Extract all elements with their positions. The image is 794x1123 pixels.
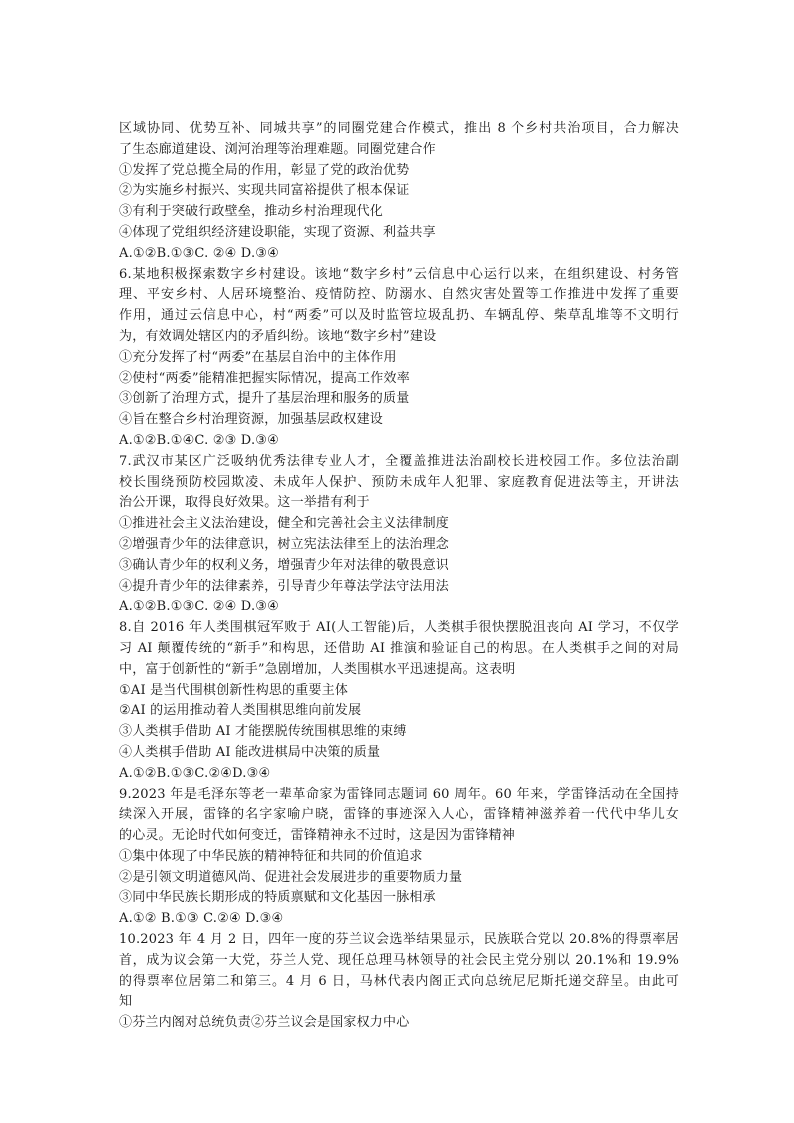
text-line: A.①②B.①③C. ②④ D.③④ xyxy=(119,599,280,615)
text-line: ①芬兰内阁对总统负责②芬兰议会是国家权力中心 xyxy=(119,1015,410,1031)
text-line: ②为实施乡村振兴、实现共同富裕提供了根本保证 xyxy=(119,183,410,199)
text-line: 校长围绕预防校园欺凌、未成年人保护、预防未成年人犯罪、家庭教育促进法等主，开讲法 xyxy=(119,474,679,490)
document-page xyxy=(119,119,679,1034)
text-line: ①充分发挥了村“两委”在基层自治中的主体作用 xyxy=(119,349,397,365)
text-line: 为，有效调处辖区内的矛盾纠纷。该地“数字乡村”建设 xyxy=(119,328,437,344)
text-line: ④提升青少年的法律素养，引导青少年尊法学法守法用法 xyxy=(119,578,450,594)
text-line: 10.2023 年 4 月 2 日，四年一度的芬兰议会选举结果显示，民族联合党以 20.8%的得票率居 xyxy=(119,932,679,948)
text-line: ②是引领文明道德风尚、促进社会发展进步的重要物质力量 xyxy=(119,869,463,885)
text-line: 治公开课，取得良好效果。这一举措有利于 xyxy=(119,495,370,511)
text-line: ②AI 的运用推动着人类围棋思维向前发展 xyxy=(119,703,362,719)
text-line: A.①②B.①③C.②④D.③④ xyxy=(119,765,271,781)
text-line: 8.自 2016 年人类围棋冠军败于 AI(人工智能)后，人类棋手很快摆脱沮丧向 AI 学习，不仅学 xyxy=(119,620,679,636)
text-line: ①AI 是当代围棋创新性构思的重要主体 xyxy=(119,682,349,698)
text-line: ②使村“两委”能精准把握实际情况，提高工作效率 xyxy=(119,370,410,386)
text-line: ③人类棋手借助 AI 才能摆脱传统围棋思维的束缚 xyxy=(119,724,407,740)
text-line: ④人类棋手借助 AI 能改进棋局中决策的质量 xyxy=(119,744,381,760)
text-line: ②增强青少年的法律意识，树立宪法法律至上的法治理念 xyxy=(119,536,450,552)
text-line: ③确认青少年的权利义务，增强青少年对法律的敬畏意识 xyxy=(119,557,450,573)
text-line: 了生态廊道建设、浏河治理等治理难题。同圈党建合作 xyxy=(119,141,436,157)
text-line: 9.2023 年是毛泽东等老一辈革命家为雷锋同志题词 60 周年。60 年来，学雷锋活动在全国持 xyxy=(119,786,679,802)
text-line: 知 xyxy=(119,994,133,1010)
text-line: A.①②B.①④C. ②③ D.③④ xyxy=(119,432,280,448)
text-line: 区域协同、优势互补、同城共享”的同圈党建合作模式，推出 8 个乡村共治项目，合力解决 xyxy=(119,121,679,136)
text-line: ④体现了党组织经济建设职能，实现了资源、利益共享 xyxy=(119,224,436,240)
text-line: ④旨在整合乡村治理资源，加强基层政权建设 xyxy=(119,412,384,428)
text-line: 续深入开展，雷锋的名字家喻户晓，雷锋的事迹深入人心，雷锋精神滋养着一代代中华儿女 xyxy=(119,807,679,823)
text-line: ③创新了治理方式，提升了基层治理和服务的质量 xyxy=(119,391,410,407)
text-line: ①集中体现了中华民族的精神特征和共同的价值追求 xyxy=(119,848,423,864)
text-line: ③有利于突破行政壁垒，推动乡村治理现代化 xyxy=(119,204,384,220)
text-line: ①发挥了党总揽全局的作用，彰显了党的政治优势 xyxy=(119,162,410,178)
text-line: ③同中华民族长期形成的特质禀赋和文化基因一脉相承 xyxy=(119,890,436,906)
text-line: ①推进社会主义法治建设，健全和完善社会主义法律制度 xyxy=(119,516,450,532)
text-line: A.①②B.①③C. ②④ D.③④ xyxy=(119,245,280,261)
text-line: 理、平安乡村、人居环境整治、疫情防控、防溺水、自然灾害处置等工作推进中发挥了重要 xyxy=(119,287,679,303)
text-line: 的得票率位居第二和第三。4 月 6 日，马林代表内阁正式向总统尼尼斯托递交辞呈。由此可 xyxy=(119,973,679,989)
text-line: 首，成为议会第一大党，芬兰人党、现任总理马林领导的社会民主党分别以 20.1%和 19.9% xyxy=(119,952,679,968)
text-line: 作用，通过云信息中心，村“两委”可以及时监管垃圾乱扔、车辆乱停、柴草乱堆等不文明行 xyxy=(119,308,679,324)
text-line: 中，富于创新性的“新手”急剧增加，人类围棋水平迅速提高。这表明 xyxy=(119,661,516,677)
text-line: A.①② B.①③ C.②④ D.③④ xyxy=(119,911,284,927)
text-line: 6.某地积极探索数字乡村建设。该地“数字乡村”云信息中心运行以来，在组织建设、村务管 xyxy=(119,266,679,282)
text-line: 7.武汉市某区广泛吸纳优秀法律专业人才，全覆盖推进法治副校长进校园工作。多位法治副 xyxy=(119,453,679,469)
text-line: 的心灵。无论时代如何变迁，雷锋精神永不过时，这是因为雷锋精神 xyxy=(119,828,516,844)
text-line: 习 AI 颠覆传统的“新手”和构思，还借助 AI 推演和验证自己的构思。在人类棋手之间的对局 xyxy=(119,640,679,656)
